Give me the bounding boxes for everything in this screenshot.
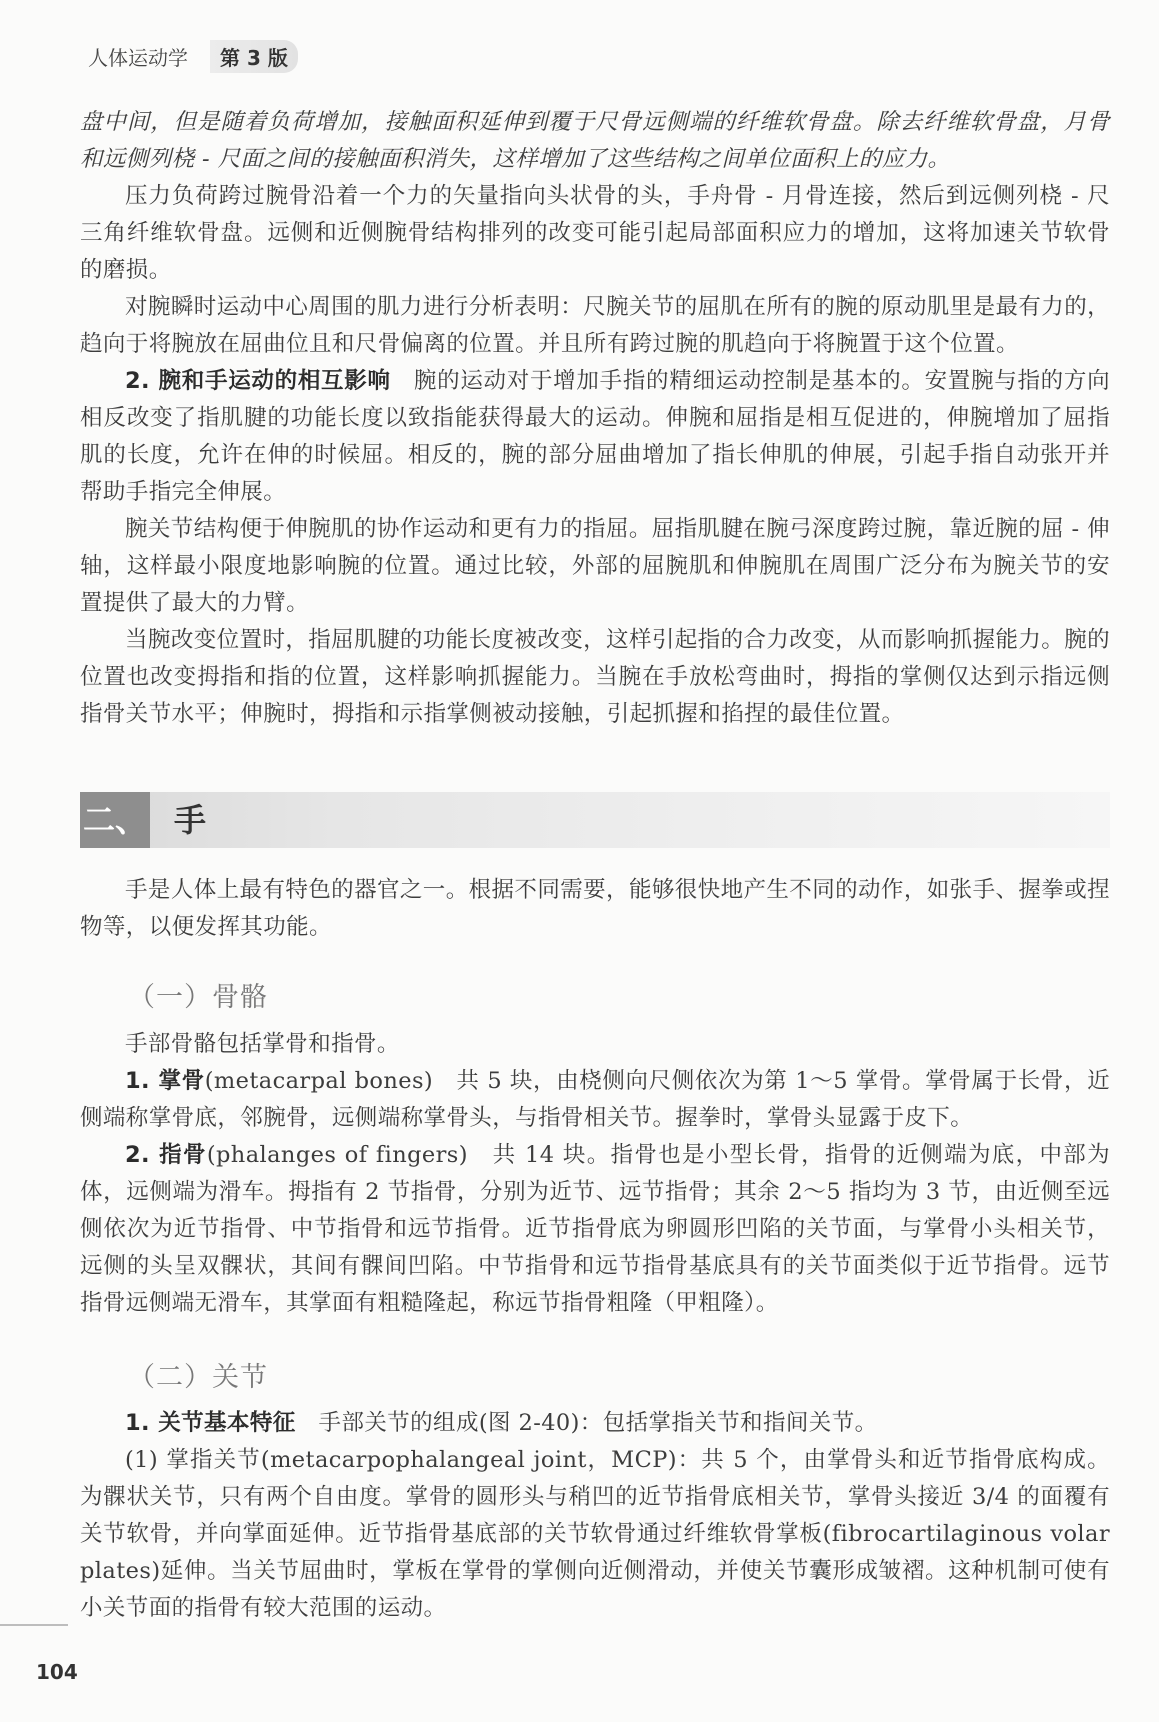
page-number: 104 [36, 1660, 78, 1684]
footer-rule [0, 1624, 68, 1626]
metacarpal-text: (metacarpal bones) 共 5 块，由桡侧向尺侧依次为第 1～5 掌骨。掌骨属于长骨，近侧端称掌骨底，邻腕骨，远侧端称掌骨头，与指骨相关节。握拳时，掌骨头显露于皮下。 [80, 1068, 1110, 1131]
paragraph-wrist-structure: 腕关节结构便于伸腕肌的协作运动和更有力的指屈。屈指肌腱在腕弓深度跨过腕，靠近腕的屈 - 伸轴，这样最小限度地影响腕的位置。通过比较，外部的屈腕肌和伸腕肌在周围广泛分布为腕关节的安置提供了最大的力臂。 [80, 516, 1110, 616]
paragraph-continued: 盘中间，但是随着负荷增加，接触面积延伸到覆于尺骨远侧端的纤维软骨盘。除去纤维软骨盘，月骨和远侧列桡 - 尺面之间的接触面积消失，这样增加了这些结构之间单位面积上的应力。 [80, 109, 1110, 172]
paragraph-joint-basics [80, 1405, 1110, 1442]
running-head [88, 40, 298, 73]
paragraph-bones-intro: 手部骨骼包括掌骨和指骨。 [125, 1031, 400, 1057]
phalanges-heading: 2. 指骨 [125, 1142, 207, 1168]
metacarpal-heading: 1. 掌骨 [125, 1068, 205, 1094]
book-title: 人体运动学 [88, 46, 188, 70]
joint-basics-heading: 1. 关节基本特征 [125, 1410, 296, 1436]
paragraph-wrist-hand-interaction [80, 363, 1110, 511]
subsection-heading-bones: （一）骨骼 [128, 982, 268, 1013]
section-number: 二、 [80, 792, 150, 848]
section-title: 手 [174, 801, 207, 839]
paragraph-phalanges [80, 1137, 1110, 1322]
phalanges-text: (phalanges of fingers) 共 14 块。指骨也是小型长骨，指骨的近侧端为底，中部为体，远侧端为滑车。拇指有 2 节指骨，分别为近节、远节指骨；其余 2～5 指均为 3 节，由近侧至远侧依次为近节指骨、中节指骨和远节指骨。近节指骨底为卵圆形凹陷的关节面，与掌骨小头相关节，远侧的头呈双髁状，其间有髁间凹陷。中节指骨和远节指骨基底具有的关节面类似于近节指骨。远节指骨远侧端无滑车，其掌面有粗糙隆起，称远节指骨粗隆（甲粗隆）。 [80, 1142, 1110, 1316]
paragraph-metacarpal [80, 1063, 1110, 1137]
paragraph-wrist-position: 当腕改变位置时，指屈肌腱的功能长度被改变，这样引起指的合力改变，从而影响抓握能力。腕的位置也改变拇指和指的位置，这样影响抓握能力。当腕在手放松弯曲时，拇指的掌侧仅达到示指远侧指骨关节水平；伸腕时，拇指和示指掌侧被动接触，引起抓握和掐捏的最佳位置。 [80, 627, 1110, 727]
wrist-hand-heading: 2. 腕和手运动的相互影响 [125, 368, 391, 394]
subsection-heading-joints: （二）关节 [128, 1362, 268, 1393]
paragraph-hand-intro: 手是人体上最有特色的器官之一。根据不同需要，能够很快地产生不同的动作，如张手、握拳或捏物等，以便发挥其功能。 [80, 877, 1110, 940]
section-header-bar [80, 792, 1110, 848]
paragraph-muscle-analysis: 对腕瞬时运动中心周围的肌力进行分析表明：尺腕关节的屈肌在所有的腕的原动肌里是最有力的，趋向于将腕放在屈曲位且和尺骨偏离的位置。并且所有跨过腕的肌趋向于将腕置于这个位置。 [80, 294, 1110, 357]
paragraph-mcp-joint: (1) 掌指关节(metacarpophalangeal joint，MCP)：共 5 个，由掌骨头和近节指骨底构成。为髁状关节，只有两个自由度。掌骨的圆形头与稍凹的近节指骨底相关节，掌骨头接近 3/4 的面覆有关节软骨，并向掌面延伸。近节指骨基底部的关节软骨通过纤维软骨掌板(fibrocartilaginous volar plates)延伸。当关节屈曲时，掌板在掌骨的掌侧向近侧滑动，并使关节囊形成皱褶。这种机制可使有小关节面的指骨有较大范围的运动。 [80, 1447, 1110, 1621]
edition-badge: 第 3 版 [210, 40, 298, 73]
paragraph-pressure-load: 压力负荷跨过腕骨沿着一个力的矢量指向头状骨的头，手舟骨 - 月骨连接，然后到远侧列桡 - 尺三角纤维软骨盘。远侧和近侧腕骨结构排列的改变可能引起局部面积应力的增加，这将加速关节软骨的磨损。 [80, 183, 1110, 283]
joint-basics-text: 手部关节的组成(图 2-40)：包括掌指关节和指间关节。 [318, 1410, 878, 1436]
wrist-hand-text: 腕的运动对于增加手指的精细运动控制是基本的。安置腕与指的方向相反改变了指肌腱的功能长度以致指能获得最大的运动。伸腕和屈指是相互促进的，伸腕增加了屈指肌的长度，允许在伸的时候屈。相反的，腕的部分屈曲增加了指长伸肌的伸展，引起手指自动张开并帮助手指完全伸展。 [80, 368, 1110, 505]
